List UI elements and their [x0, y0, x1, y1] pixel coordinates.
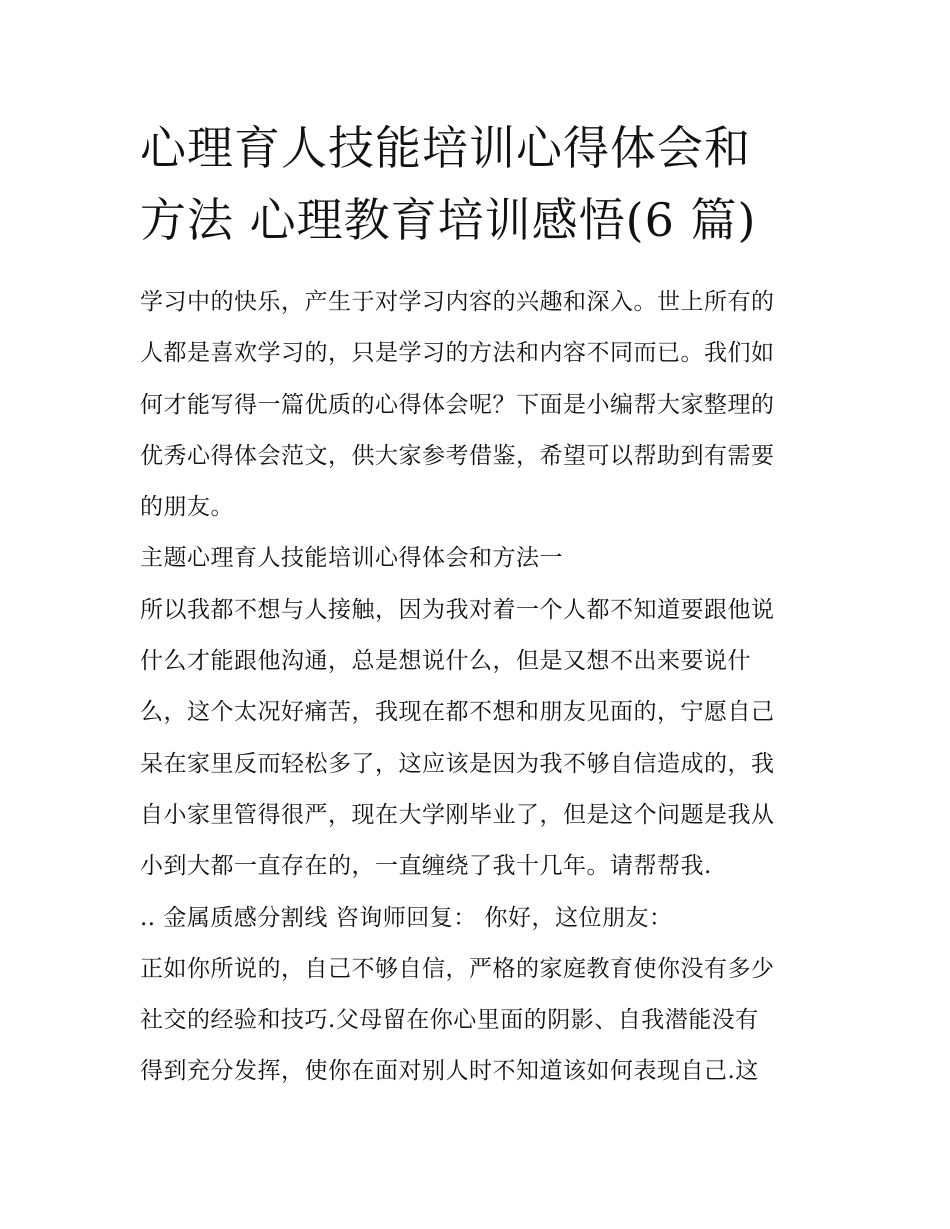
body-line: 什么才能跟他沟通，总是想说什么，但是又想不出来要说什 [140, 648, 751, 675]
body-line: 优秀心得体会范文，供大家参考借鉴，希望可以帮助到有需要 [140, 442, 775, 469]
body-line: 何才能写得一篇优质的心得体会呢？下面是小编帮大家整理的 [140, 391, 775, 418]
body-line: 正如你所说的，自己不够自信，严格的家庭教育使你没有多少 [140, 955, 775, 982]
body-line: 学习中的快乐，产生于对学习内容的兴趣和深入。世上所有的 [140, 289, 775, 315]
body-line: 么，这个太况好痛苦，我现在都不想和朋友见面的，宁愿自己 [140, 699, 775, 726]
body-line: 小到大都一直存在的，一直缠绕了我十几年。请帮帮我. [140, 853, 712, 880]
title-line: 心理育人技能培训心得体会和 [140, 121, 751, 175]
body-line: 自小家里管得很严，现在大学刚毕业了，但是这个问题是我从 [140, 801, 775, 828]
body-line: 的朋友。 [140, 494, 234, 521]
section-heading: 主题心理育人技能培训心得体会和方法一 [140, 545, 563, 572]
body-line: 所以我都不想与人接触，因为我对着一个人都不知道要跟他说 [140, 596, 775, 623]
body-line: 得到充分发挥，使你在面对别人时不知道该如何表现自己.这 [140, 1058, 759, 1085]
document-title [140, 112, 840, 256]
body-line: 呆在家里反而轻松多了，这应该是因为我不够自信造成的，我 [140, 750, 775, 777]
document-body [140, 277, 830, 1098]
body-line: .. 金属质感分割线 咨询师回复： 你好，这位朋友： [140, 904, 673, 931]
body-line: 社交的经验和技巧.父母留在你心里面的阴影、自我潜能没有 [140, 1007, 759, 1034]
title-line: 方法 心理教育培训感悟(6 篇) [140, 193, 757, 247]
body-line: 人都是喜欢学习的，只是学习的方法和内容不同而已。我们如 [140, 340, 775, 367]
